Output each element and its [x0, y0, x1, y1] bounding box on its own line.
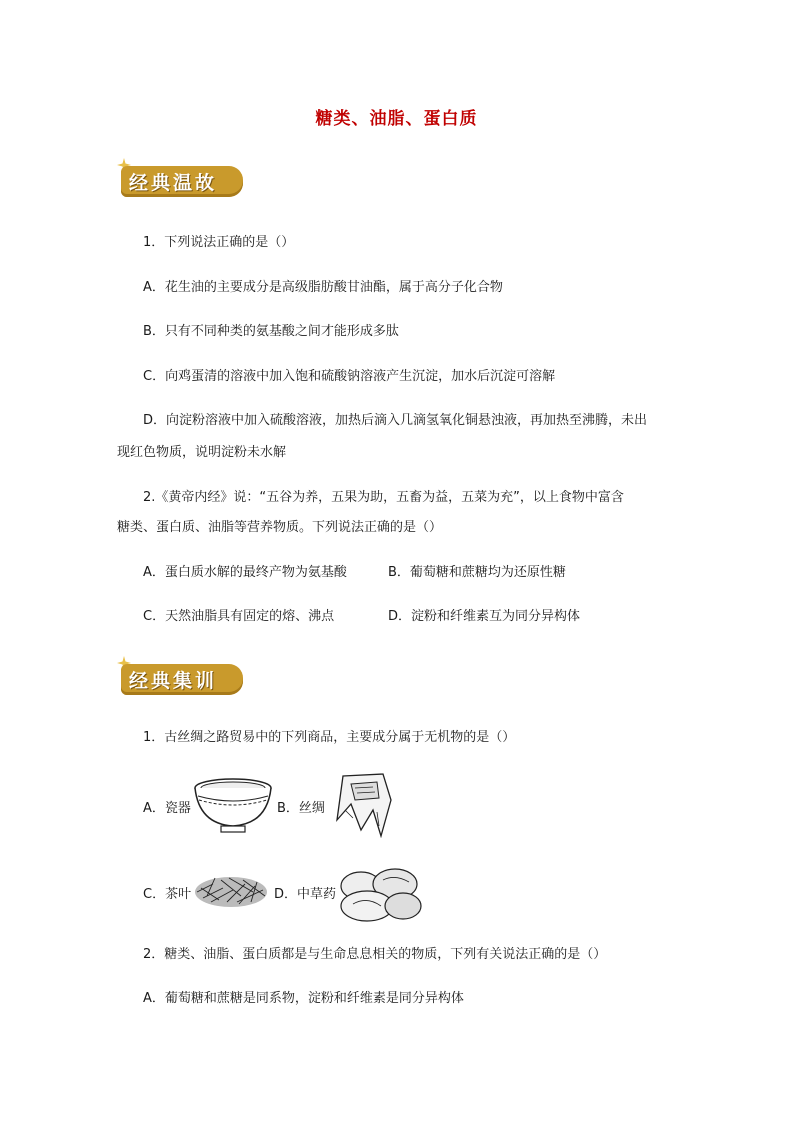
review-q2-option-a: A．蛋白质水解的最终产物为氨基酸 — [143, 565, 347, 580]
review-q2-stem-line2: 糖类、蛋白质、油脂等营养物质。下列说法正确的是（） — [117, 520, 443, 535]
section-title-review: 经典温故 — [129, 172, 218, 194]
review-q1-option-d-line1: D．向淀粉溶液中加入硫酸溶液，加热后滴入几滴氢氧化铜悬浊液，再加热至沸腾，未出 — [143, 413, 648, 428]
review-q1-option-d-line2: 现红色物质，说明淀粉未水解 — [117, 445, 287, 460]
review-q2-option-d: D．淀粉和纤维素互为同分异构体 — [388, 609, 581, 624]
review-q1-option-a: A．花生油的主要成分是高级脂肪酸甘油酯，属于高分子化合物 — [143, 280, 503, 295]
section-badge-training — [117, 656, 245, 696]
silk-scarf-image — [333, 770, 395, 838]
training-q1-option-b: B．丝绸 — [277, 801, 325, 816]
herbal-medicine-image — [333, 862, 425, 924]
page-title: 糖类、油脂、蛋白质 — [315, 109, 478, 129]
section-badge-review — [117, 158, 245, 198]
review-q1-option-c: C．向鸡蛋清的溶液中加入饱和硫酸钠溶液产生沉淀，加水后沉淀可溶解 — [143, 369, 556, 384]
review-q2-option-b: B．葡萄糖和蔗糖均为还原性糖 — [388, 565, 566, 580]
training-q1-option-a: A．瓷器 — [143, 801, 191, 816]
training-q2-option-a: A．葡萄糖和蔗糖是同系物，淀粉和纤维素是同分异构体 — [143, 991, 464, 1006]
review-q2-stem-line1: 2.《黄帝内经》说：“五谷为养，五果为助，五畜为益，五菜为充”，以上食物中富含 — [143, 490, 624, 505]
training-q1-option-d: D．中草药 — [274, 887, 337, 902]
review-q1-stem: 1．下列说法正确的是（） — [143, 235, 295, 250]
review-q2-option-c: C．天然油脂具有固定的熔、沸点 — [143, 609, 335, 624]
training-q1-option-c: C．茶叶 — [143, 887, 192, 902]
tea-leaves-image — [193, 866, 269, 910]
section-title-training: 经典集训 — [129, 670, 218, 692]
review-q1-option-b: B．只有不同种类的氨基酸之间才能形成多肽 — [143, 324, 399, 339]
porcelain-bowl-image — [193, 776, 273, 836]
training-q2-stem: 2．糖类、油脂、蛋白质都是与生命息息相关的物质，下列有关说法正确的是（） — [143, 947, 607, 962]
training-q1-stem: 1．古丝绸之路贸易中的下列商品，主要成分属于无机物的是（） — [143, 730, 516, 745]
